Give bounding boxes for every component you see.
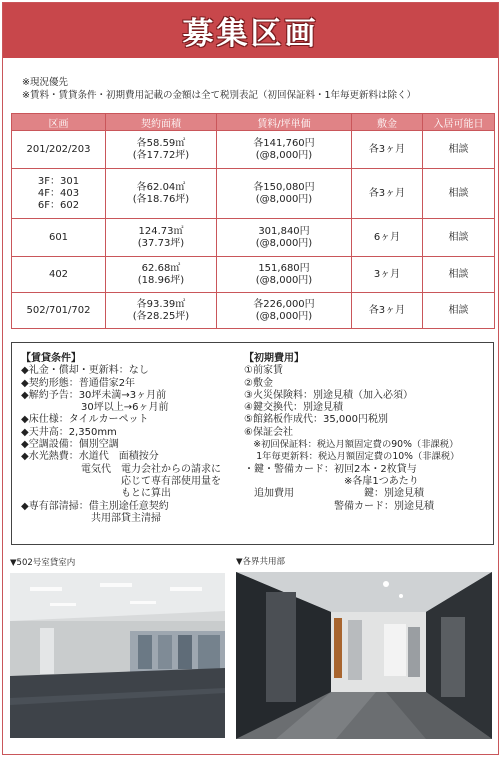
conditions-box [11,342,494,545]
cost-line: ⑤館銘板作成代：35,000円税別 [244,414,388,426]
cell-deposit: 3ヶ月 [352,257,423,293]
condition-line: ◆解約予告：30坪未満→3ヶ月前 [21,389,167,401]
condition-line: ◆契約形態：普通借家2年 [21,377,136,389]
title-banner [3,3,498,58]
condition-line: ◆床仕様：タイルカーペット [21,414,149,426]
condition-line: ◆水光熱費：水道代 面積按分 [21,451,159,463]
cell-area: 124.73㎡ (37.73坪) [106,219,217,257]
cost-line: ③火災保険料：別途見積（加入必須） [244,389,413,401]
cell-area: 各58.59㎡ (各17.72坪) [106,131,217,169]
header-unit: 区画 [12,114,106,131]
notes [22,76,416,102]
header-rent: 賃料/坪単価 [217,114,352,131]
cost-line: ⑥保証会社 [244,426,293,438]
cell-move-in: 相談 [423,219,495,257]
cell-rent: 151,680円 (@8,000円) [217,257,352,293]
office-interior-photo [10,573,225,738]
cost-line: ④鍵交換代：別途見積 [244,402,343,414]
cell-area: 各62.04㎡ (各18.76坪) [106,169,217,219]
cell-area: 62.68㎡ (18.96坪) [106,257,217,293]
cell-rent: 各226,000円 (@8,000円) [217,293,352,329]
common-area-photo [236,572,492,739]
cell-unit: 502/701/702 [12,293,106,329]
table-row [12,169,495,219]
condition-line: 共用部貸主清掃 [21,512,161,524]
page-title: 募集区画 [182,16,319,52]
cell-deposit: 各3ヶ月 [352,293,423,329]
initial-costs [244,353,459,513]
header-move-in: 入居可能日 [423,114,495,131]
cell-deposit: 6ヶ月 [352,219,423,257]
condition-line: ◆礼金・償却・更新料：なし [21,365,149,377]
initial-costs-heading: 【初期費用】 [244,353,304,364]
header-deposit: 敷金 [352,114,423,131]
cost-line: 警備カード：別途見積 [244,500,434,512]
cost-line: ①前家賃 [244,365,283,377]
condition-line: 電気代 電力会社からの請求に [21,463,221,475]
cell-rent: 各141,760円 (@8,000円) [217,131,352,169]
office-interior-image [10,573,225,738]
cell-move-in: 相談 [423,131,495,169]
units-table [11,113,495,329]
header-area: 契約面積 [106,114,217,131]
cost-line: ※初回保証料：税込月額固定費の90%（非課税） [244,439,459,451]
table-header-row [12,114,495,131]
table-row [12,219,495,257]
cell-deposit: 各3ヶ月 [352,169,423,219]
photo-caption-left: ▼502号室貸室内 [10,558,76,568]
condition-line: ◆空調設備：個別空調 [21,439,119,451]
table-row [12,257,495,293]
cell-unit: 201/202/203 [12,131,106,169]
cell-move-in: 相談 [423,257,495,293]
note-line: ※現況優先 [22,77,68,88]
photo-caption-right: ▼各界共用部 [236,557,286,567]
cost-line: ※各扉1つあたり [244,475,419,487]
cell-area: 各93.39㎡ (各28.25坪) [106,293,217,329]
cell-deposit: 各3ヶ月 [352,131,423,169]
cost-line: ・鍵・警備カード：初回2本・2枚貸与 [244,463,417,475]
rental-conditions [21,353,221,525]
common-area-image [236,572,492,739]
cell-unit: 3F：301 4F：403 6F：602 [12,169,106,219]
cell-unit: 402 [12,257,106,293]
cell-move-in: 相談 [423,169,495,219]
table-row [12,293,495,329]
table-row [12,131,495,169]
cell-rent: 各150,080円 (@8,000円) [217,169,352,219]
condition-line: もとに算出 [21,488,171,500]
cell-move-in: 相談 [423,293,495,329]
rental-conditions-heading: 【賃貸条件】 [21,353,81,364]
cost-line: 1年毎更新料：税込月額固定費の10%（非課税） [244,451,460,463]
condition-line: 応じて専有部使用量を [21,475,221,487]
cost-line: ②敷金 [244,377,273,389]
condition-line: ◆専有部清掃：借主別途任意契約 [21,500,169,512]
cost-line: 追加費用 鍵：別途見積 [244,488,424,500]
note-line: ※賃料・賃貸条件・初期費用記載の金額は全て税別表記（初回保証料・1年毎更新料は除く） [22,90,417,101]
cell-rent: 301,840円 (@8,000円) [217,219,352,257]
condition-line: 30坪以上→6ヶ月前 [21,402,169,414]
condition-line: ◆天井高：2,350mm [21,426,117,438]
cell-unit: 601 [12,219,106,257]
